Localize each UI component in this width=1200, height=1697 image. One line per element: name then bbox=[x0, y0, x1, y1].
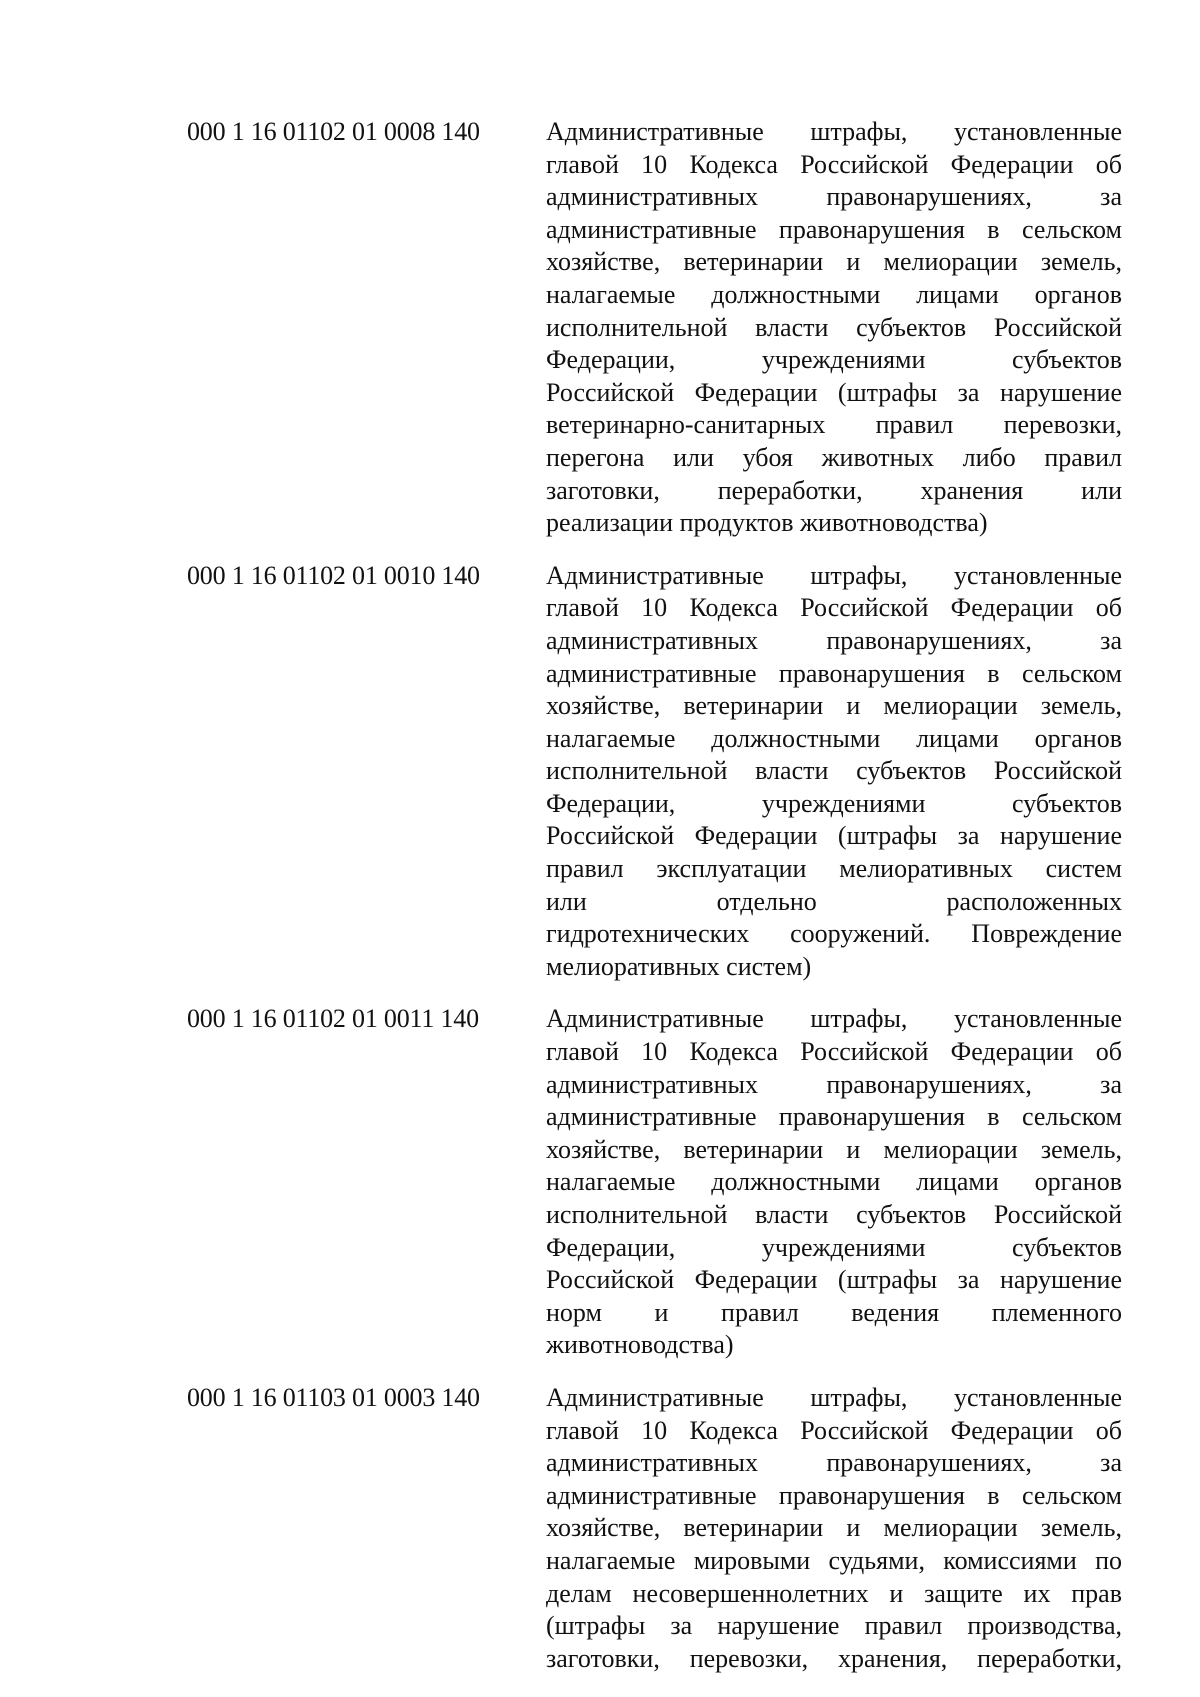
description-line: главой 10 Кодекса Российской Федерации об bbox=[546, 1415, 1122, 1445]
description-line: главой 10 Кодекса Российской Федерации об bbox=[546, 149, 1122, 179]
description-line: ветеринарно-санитарных правил перевозки, bbox=[546, 410, 1122, 440]
description-line: Административные штрафы, установленные bbox=[546, 1382, 1122, 1412]
description-line: или отдельно расположенных bbox=[546, 886, 1122, 916]
list-item bbox=[187, 116, 1123, 540]
description-line: Российской Федерации (штрафы за нарушение bbox=[546, 1265, 1122, 1295]
budget-classification-code: 000 1 16 01102 01 0008 140 bbox=[187, 117, 480, 146]
code-description bbox=[546, 1003, 1122, 1362]
description-line: хозяйстве, ветеринарии и мелиорации земель, bbox=[546, 1513, 1122, 1543]
description-line: хозяйстве, ветеринарии и мелиорации земель, bbox=[546, 691, 1122, 721]
description-line: налагаемые должностными лицами органов bbox=[546, 279, 1122, 309]
description-line: Федерации, учреждениями субъектов bbox=[546, 345, 1122, 375]
description-line: административные правонарушения в сельском bbox=[546, 1102, 1122, 1132]
description-line: перегона или убоя животных либо правил bbox=[546, 442, 1122, 472]
code-description bbox=[546, 560, 1122, 984]
budget-classification-code: 000 1 16 01102 01 0010 140 bbox=[187, 560, 480, 590]
description-line: административных правонарушениях, за bbox=[546, 625, 1122, 655]
description-line: хозяйстве, ветеринарии и мелиорации земель, bbox=[546, 247, 1122, 277]
description-line: Федерации, учреждениями субъектов bbox=[546, 788, 1122, 818]
budget-code-list bbox=[187, 116, 1123, 1695]
description-line: хозяйстве, ветеринарии и мелиорации земель, bbox=[546, 1134, 1122, 1164]
description-line: Российской Федерации (штрафы за нарушение bbox=[546, 377, 1122, 407]
budget-classification-code: 000 1 16 01103 01 0003 140 bbox=[187, 1382, 480, 1412]
description-line: правил эксплуатации мелиоративных систем bbox=[546, 854, 1122, 884]
description-line: Российской Федерации (штрафы за нарушение bbox=[546, 821, 1122, 851]
description-line: административных правонарушениях, за bbox=[546, 182, 1122, 212]
description-line: главой 10 Кодекса Российской Федерации об bbox=[546, 593, 1122, 623]
description-line: исполнительной власти субъектов Российской bbox=[546, 756, 1122, 786]
description-line: административных правонарушениях, за bbox=[546, 1448, 1122, 1478]
description-line: Административные штрафы, установленные bbox=[546, 560, 1122, 590]
description-line: мелиоративных систем) bbox=[546, 951, 812, 981]
description-line: административных правонарушениях, за bbox=[546, 1069, 1122, 1099]
description-line: Административные штрафы, установленные bbox=[546, 117, 1122, 146]
description-line: административные правонарушения в сельском bbox=[546, 214, 1122, 244]
description-line: исполнительной власти субъектов Российской bbox=[546, 312, 1122, 342]
description-line: животноводства) bbox=[546, 1330, 734, 1360]
description-line: налагаемые мировыми судьями, комиссиями по bbox=[546, 1545, 1122, 1575]
description-line: заготовки, переработки, хранения или bbox=[546, 475, 1122, 505]
description-line: административные правонарушения в сельском bbox=[546, 1480, 1122, 1510]
description-line: (штрафы за нарушение правил производства, bbox=[546, 1611, 1122, 1641]
description-line: реализации продуктов животноводства) bbox=[546, 508, 988, 538]
description-line: норм и правил ведения племенного bbox=[546, 1297, 1122, 1327]
description-line: налагаемые должностными лицами органов bbox=[546, 723, 1122, 753]
list-item bbox=[187, 1382, 1123, 1675]
description-line: гидротехнических сооружений. Повреждение bbox=[546, 919, 1122, 949]
list-item bbox=[187, 560, 1123, 984]
description-line: делам несовершеннолетних и защите их прав bbox=[546, 1578, 1122, 1608]
description-line: Административные штрафы, установленные bbox=[546, 1004, 1122, 1034]
description-line: главой 10 Кодекса Российской Федерации об bbox=[546, 1037, 1122, 1067]
code-description bbox=[546, 116, 1122, 540]
description-line: налагаемые должностными лицами органов bbox=[546, 1167, 1122, 1197]
description-line: исполнительной власти субъектов Российской bbox=[546, 1200, 1122, 1229]
list-item bbox=[187, 1003, 1123, 1362]
code-description bbox=[546, 1382, 1122, 1675]
description-line: административные правонарушения в сельском bbox=[546, 658, 1122, 688]
description-line: заготовки, перевозки, хранения, переработки, bbox=[546, 1643, 1122, 1673]
description-line: Федерации, учреждениями субъектов bbox=[546, 1232, 1122, 1262]
budget-classification-code: 000 1 16 01102 01 0011 140 bbox=[187, 1004, 479, 1034]
